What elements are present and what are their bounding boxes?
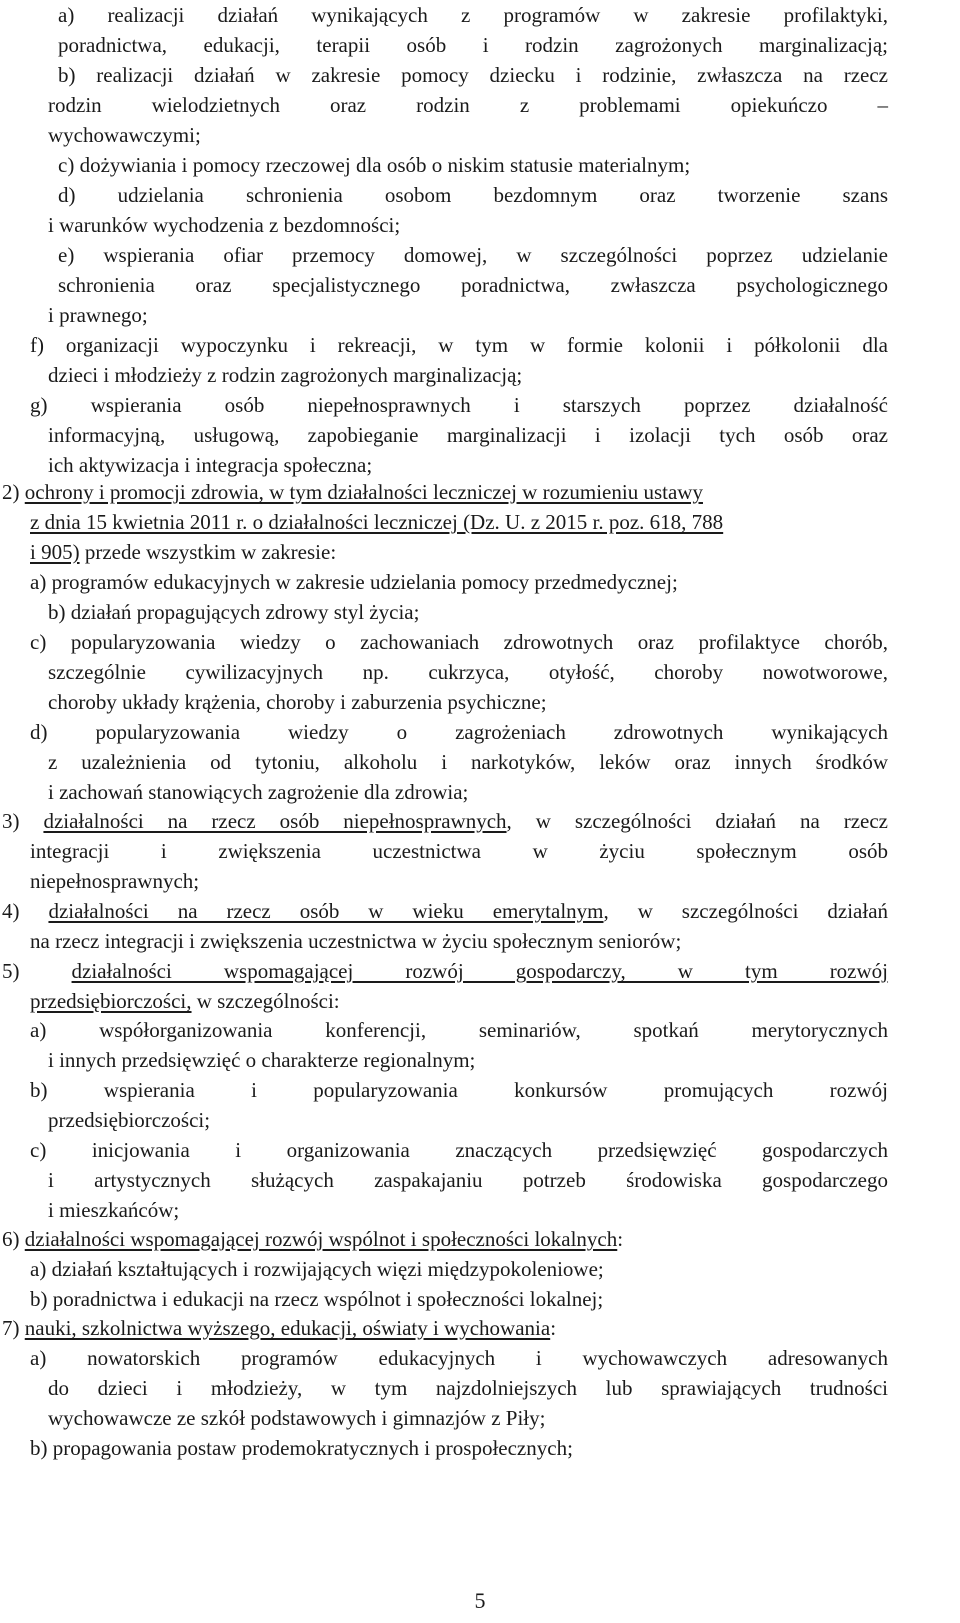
text-segment: a) działań kształtujących i rozwijających więzi międzypokoleniowe;: [30, 1257, 604, 1281]
text-line: [58, 30, 888, 60]
text-line: [30, 1015, 888, 1045]
text-segment: przede wszystkim w zakresie:: [79, 540, 337, 564]
text-segment: na rzecz integracji i zwiększenia uczestnictwa w życiu społecznym seniorów;: [30, 929, 682, 953]
text-line: [30, 507, 888, 537]
text-segment: b) wspierania i popularyzowania konkursów promujących rozwój: [30, 1078, 888, 1102]
text-segment: d) udzielania schronienia osobom bezdomnym oraz tworzenie szans: [58, 183, 888, 207]
text-line: [30, 1284, 603, 1314]
text-line: [48, 1105, 210, 1135]
text-segment: przedsiębiorczości;: [48, 1108, 211, 1132]
text-line: [2, 1224, 623, 1254]
text-line: [48, 420, 888, 450]
text-line: [48, 450, 372, 480]
text-line: [30, 717, 888, 747]
text-segment: b) realizacji działań w zakresie pomocy dziecku i rodzinie, zwłaszcza na rzecz: [58, 63, 888, 87]
text-segment: 7): [2, 1316, 25, 1340]
text-segment: i innych przedsięwzięć o charakterze regionalnym;: [48, 1048, 476, 1072]
text-segment: 2): [2, 480, 25, 504]
text-segment: :: [550, 1316, 557, 1340]
text-segment: a) nowatorskich programów edukacyjnych i wychowawczych adresowanych: [30, 1346, 888, 1370]
text-segment: a) programów edukacyjnych w zakresie udzielania pomocy przedmedycznej;: [30, 570, 678, 594]
text-segment: f) organizacji wypoczynku i rekreacji, w tym w formie kolonii i półkolonii dla: [30, 333, 888, 357]
underlined-text: nauki, szkolnictwa wyższego, edukacji, oświaty i wychowania: [24, 1316, 551, 1340]
text-line: [2, 896, 888, 926]
text-segment: b) propagowania postaw prodemokratycznych i prospołecznych;: [30, 1436, 573, 1460]
text-line: [58, 270, 888, 300]
text-line: [48, 300, 148, 330]
text-line: [48, 597, 419, 627]
text-segment: d) popularyzowania wiedzy o zagrożeniach zdrowotnych wynikających: [30, 720, 888, 744]
text-line: [30, 836, 888, 866]
text-line: [48, 777, 468, 807]
text-line: [2, 956, 888, 986]
text-segment: 4): [2, 899, 49, 923]
text-segment: e) wspierania ofiar przemocy domowej, w szczególności poprzez udzielanie: [58, 243, 888, 267]
text-line: [2, 1313, 556, 1343]
text-segment: , w szczególności działań: [603, 899, 889, 923]
underlined-text: działalności na rzecz osób w wieku emerytalnym: [48, 899, 604, 923]
text-line: [30, 390, 888, 420]
text-segment: c) popularyzowania wiedzy o zachowaniach zdrowotnych oraz profilaktyce chorób,: [30, 630, 888, 654]
text-line: [2, 477, 888, 507]
text-segment: integracji i zwiększenia uczestnictwa w życiu społecznym osób: [30, 839, 888, 863]
text-segment: rodzin wielodzietnych oraz rodzin z problemami opiekuńczo –: [48, 93, 888, 117]
text-line: [48, 687, 547, 717]
text-segment: b) poradnictwa i edukacji na rzecz wspólnot i społeczności lokalnej;: [30, 1287, 604, 1311]
text-segment: niepełnosprawnych;: [30, 869, 200, 893]
text-segment: :: [617, 1227, 624, 1251]
text-segment: schronienia oraz specjalistycznego poradnictwa, zwłaszcza psychologicznego: [58, 273, 888, 297]
text-line: [30, 986, 340, 1016]
text-segment: 5): [2, 959, 72, 983]
text-segment: c) dożywiania i pomocy rzeczowej dla osób o niskim statusie materialnym;: [58, 153, 691, 177]
text-segment: poradnictwa, edukacji, terapii osób i rodzin zagrożonych marginalizacją;: [58, 33, 888, 57]
text-segment: choroby układy krążenia, choroby i zaburzenia psychiczne;: [48, 690, 547, 714]
text-line: [48, 1195, 179, 1225]
text-segment: wychowawcze ze szkół podstawowych i gimnazjów z Piły;: [48, 1406, 546, 1430]
text-line: [48, 1165, 888, 1195]
underlined-text: ochrony i promocji zdrowia, w tym działalności leczniczej w rozumieniu ustawy: [24, 480, 703, 504]
text-line: [30, 537, 336, 567]
text-line: [48, 747, 888, 777]
text-segment: dzieci i młodzieży z rodzin zagrożonych marginalizacją;: [48, 363, 523, 387]
text-segment: g) wspierania osób niepełnosprawnych i starszych poprzez działalność: [30, 393, 888, 417]
underlined-text: z dnia 15 kwietnia 2011 r. o działalności leczniczej (Dz. U. z 2015 r. poz. 618, 788: [30, 510, 724, 534]
text-line: [30, 1135, 888, 1165]
text-line: [30, 330, 888, 360]
text-line: [30, 1075, 888, 1105]
text-line: [48, 210, 400, 240]
text-line: [30, 627, 888, 657]
text-segment: i artystycznych służących zaspakajaniu potrzeb środowiska gospodarczego: [48, 1168, 888, 1192]
text-segment: i warunków wychodzenia z bezdomności;: [48, 213, 401, 237]
text-segment: b) działań propagujących zdrowy styl życia;: [48, 600, 420, 624]
text-line: [2, 806, 888, 836]
text-segment: ich aktywizacja i integracja społeczna;: [48, 453, 373, 477]
text-line: [58, 180, 888, 210]
text-line: [30, 1254, 604, 1284]
text-segment: , w szczególności działań na rzecz: [506, 809, 888, 833]
text-segment: a) realizacji działań wynikających z programów w zakresie profilaktyki,: [58, 3, 888, 27]
text-segment: 6): [2, 1227, 25, 1251]
text-segment: do dzieci i młodzieży, w tym najzdolniejszych lub sprawiających trudności: [48, 1376, 888, 1400]
text-segment: w szczególności:: [191, 989, 340, 1013]
underlined-text: i 905): [30, 540, 80, 564]
text-line: [30, 926, 681, 956]
text-segment: i zachowań stanowiących zagrożenie dla zdrowia;: [48, 780, 469, 804]
text-segment: wychowawczymi;: [48, 123, 201, 147]
text-line: [58, 240, 888, 270]
page-number: 5: [474, 1588, 486, 1613]
text-line: [58, 150, 690, 180]
text-segment: i mieszkańców;: [48, 1198, 180, 1222]
underlined-text: działalności na rzecz osób niepełnosprawnych: [43, 809, 507, 833]
text-line: [48, 1045, 475, 1075]
text-line: [48, 657, 888, 687]
text-segment: c) inicjowania i organizowania znaczących przedsięwzięć gospodarczych: [30, 1138, 888, 1162]
text-line: [58, 0, 888, 30]
text-segment: z uzależnienia od tytoniu, alkoholu i narkotyków, leków oraz innych środków: [48, 750, 888, 774]
underlined-text: działalności wspomagającej rozwój wspólnot i społeczności lokalnych: [24, 1227, 618, 1251]
text-segment: szczególnie cywilizacyjnych np. cukrzyca, otyłość, choroby nowotworowe,: [48, 660, 888, 684]
underlined-text: działalności wspomagającej rozwój gospodarczy, w tym rozwój: [71, 959, 889, 983]
text-line: [48, 120, 201, 150]
text-segment: 3): [2, 809, 44, 833]
text-line: [30, 1343, 888, 1373]
underlined-text: przedsiębiorczości,: [30, 989, 192, 1013]
text-segment: informacyjną, usługową, zapobieganie marginalizacji i izolacji tych osób oraz: [48, 423, 888, 447]
text-line: [30, 866, 199, 896]
text-line: [30, 567, 678, 597]
text-line: [58, 60, 888, 90]
text-line: [48, 360, 522, 390]
text-segment: i prawnego;: [48, 303, 148, 327]
text-line: [48, 90, 888, 120]
text-line: [30, 1433, 573, 1463]
text-segment: a) współorganizowania konferencji, seminariów, spotkań merytorycznych: [30, 1018, 888, 1042]
text-line: [48, 1373, 888, 1403]
text-line: [48, 1403, 545, 1433]
